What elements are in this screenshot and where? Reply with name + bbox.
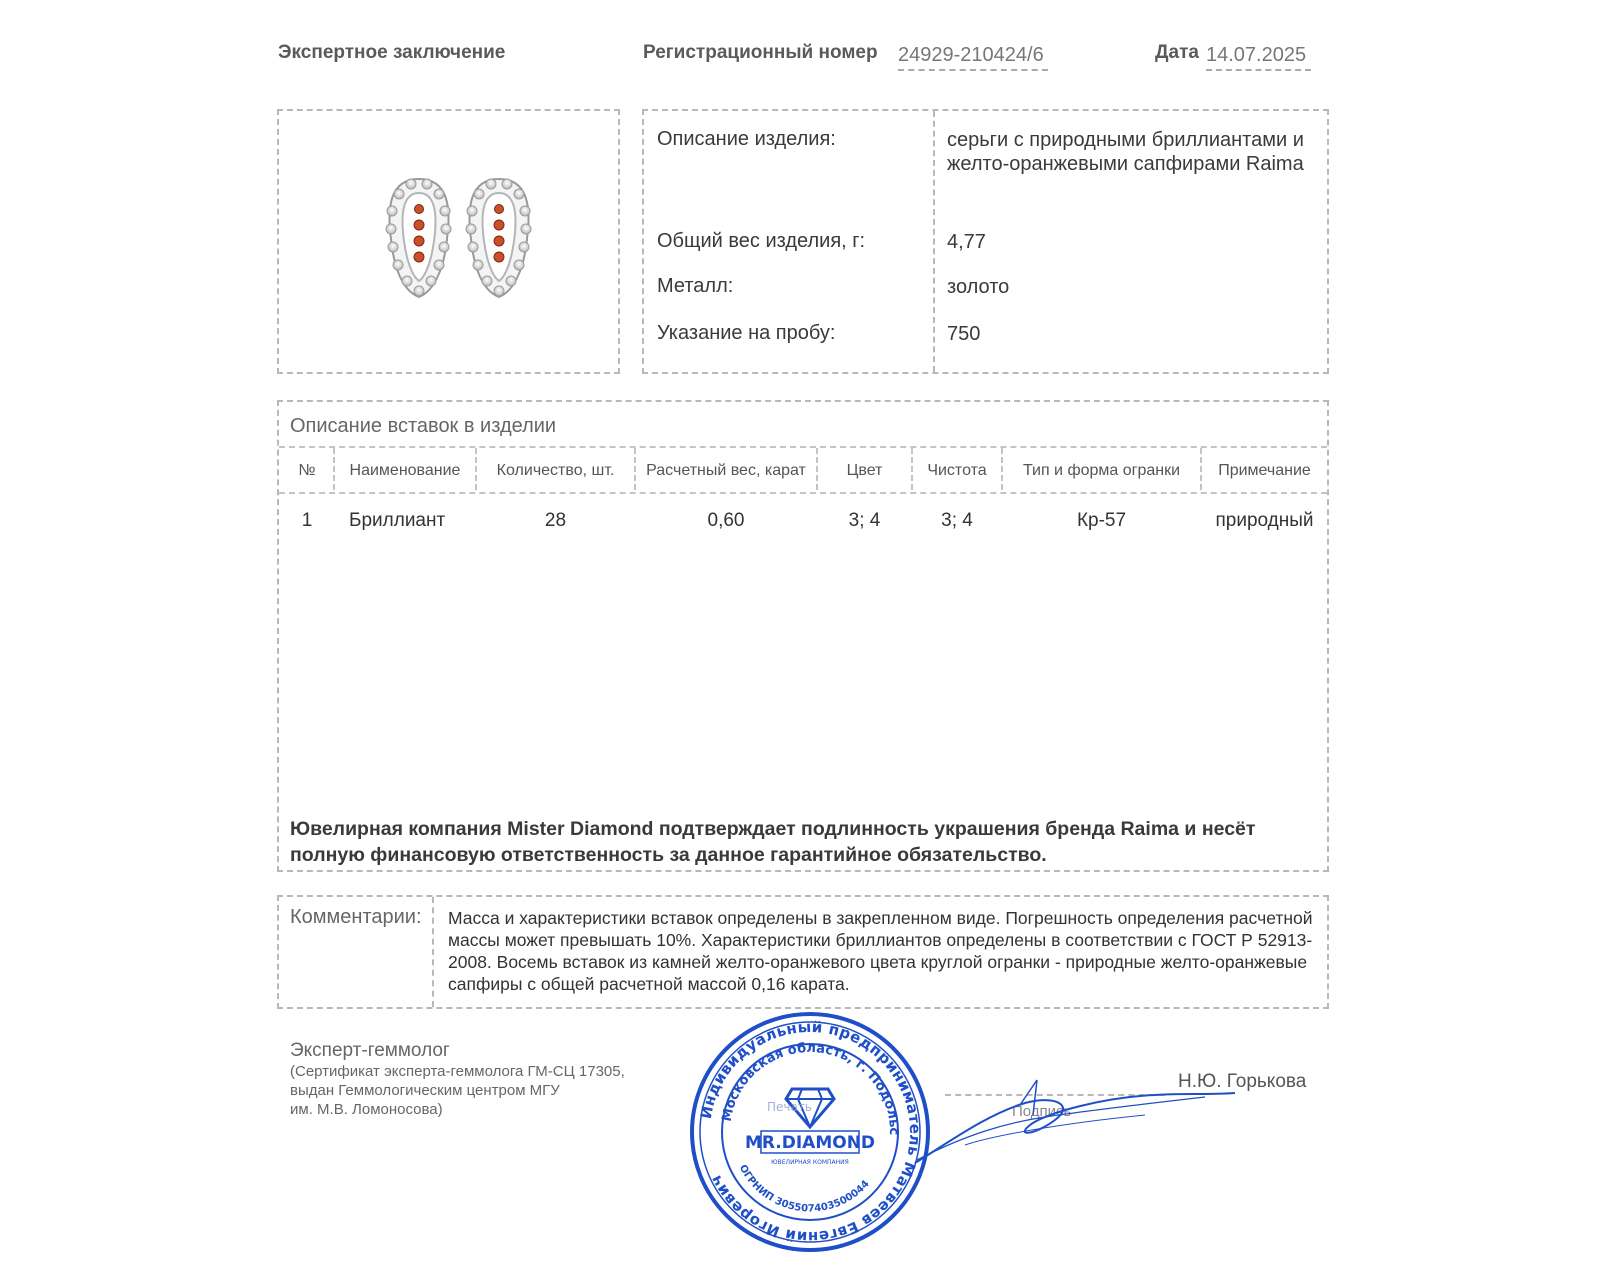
cell-quantity: 28 [544, 510, 567, 531]
cell-cut: Кр-57 [1076, 510, 1127, 531]
signature-label: Подпись [1012, 1103, 1072, 1120]
stamp-inner-text: Московская область, г. Подольс [719, 1040, 902, 1136]
column-header-number: № [298, 462, 316, 479]
column-header-note: Примечание [1218, 462, 1311, 479]
handwritten-signature [905, 1075, 1245, 1175]
expert-title: Эксперт-геммолог [290, 1040, 450, 1061]
comments-text: Масса и характеристики вставок определены в закрепленном виде. Погрешность определения расчетной массы может превышать 10%. Характеристики бриллиантов определены в соответствии с ГОСТ Р 52913-2008. Восемь вставок из камней желто-оранжевого цвета круглой огранки - природные желто-оранжевые сапфиры с общей расчетной массой 0,16 карата. [448, 908, 1313, 994]
hallmark-value: 750 [947, 323, 981, 345]
registration-label: Регистрационный номер [643, 42, 878, 63]
column-header-cut: Тип и форма огранки [1022, 462, 1181, 479]
column-header-clarity: Чистота [927, 462, 987, 479]
left-earring [386, 179, 451, 297]
expert-name: Н.Ю. Горькова [1178, 1071, 1307, 1092]
earrings-image [279, 111, 618, 372]
weight-value: 4,77 [947, 231, 986, 253]
column-header-quantity: Количество, шт. [496, 462, 615, 479]
column-header-name: Наименование [349, 462, 461, 479]
product-info-divider [933, 111, 935, 372]
description-label: Описание изделия: [657, 128, 836, 150]
cell-color: 3; 4 [848, 510, 881, 531]
column-header-weight: Расчетный вес, карат [646, 462, 806, 479]
document-title: Экспертное заключение [278, 42, 506, 63]
right-earring [466, 179, 531, 297]
column-header-color: Цвет [846, 462, 883, 479]
registration-number: 24929-210424/6 [898, 44, 1048, 71]
cell-clarity: 3; 4 [941, 510, 973, 531]
expert-certificate-line1: (Сертификат эксперта-геммолога ГМ-СЦ 17305, [290, 1063, 625, 1080]
stamp-outer-text: Индивидуальный предприниматель Матвеев Евгений Игоревич [696, 1017, 925, 1247]
weight-label: Общий вес изделия, г: [657, 230, 866, 252]
cell-note: природный [1215, 510, 1314, 531]
metal-value: золото [947, 276, 1010, 298]
stamp-logo-subtext: ЮВЕЛИРНАЯ КОМПАНИЯ [771, 1159, 849, 1166]
stamp-logo-text: MR.DIAMOND [744, 1133, 876, 1153]
expert-certificate-line2: выдан Геммологическим центром МГУ [290, 1082, 560, 1099]
stamp-label: Печать [767, 1100, 812, 1114]
seal-stamp [689, 1011, 931, 1253]
date-label: Дата [1155, 42, 1199, 63]
cell-name: Бриллиант [349, 510, 446, 531]
guarantee-note: Ювелирная компания Mister Diamond подтверждает подлинность украшения бренда Raima и несёт полную финансовую ответственность за данное гарантийное обязательство. [290, 818, 1256, 866]
table-header-bottom-line [279, 492, 1327, 494]
expert-certificate-line3: им. М.В. Ломоносова) [290, 1101, 443, 1118]
metal-label: Металл: [657, 275, 734, 297]
cell-weight: 0,60 [707, 510, 745, 531]
cell-number: 1 [301, 510, 313, 531]
comments-divider [432, 897, 434, 1007]
product-photo-box [277, 109, 620, 374]
comments-label: Комментарии: [290, 906, 422, 928]
date-value: 14.07.2025 [1206, 44, 1311, 71]
description-value: серьги с природными бриллиантами и желто-оранжевыми сапфирами Raima [947, 129, 1304, 175]
stamp-ogrnip: ОГРНИП 305507403500044 [736, 1163, 872, 1215]
table-header-top-line [279, 446, 1327, 448]
hallmark-label: Указание на пробу: [657, 322, 836, 344]
inserts-title: Описание вставок в изделии [290, 415, 557, 437]
